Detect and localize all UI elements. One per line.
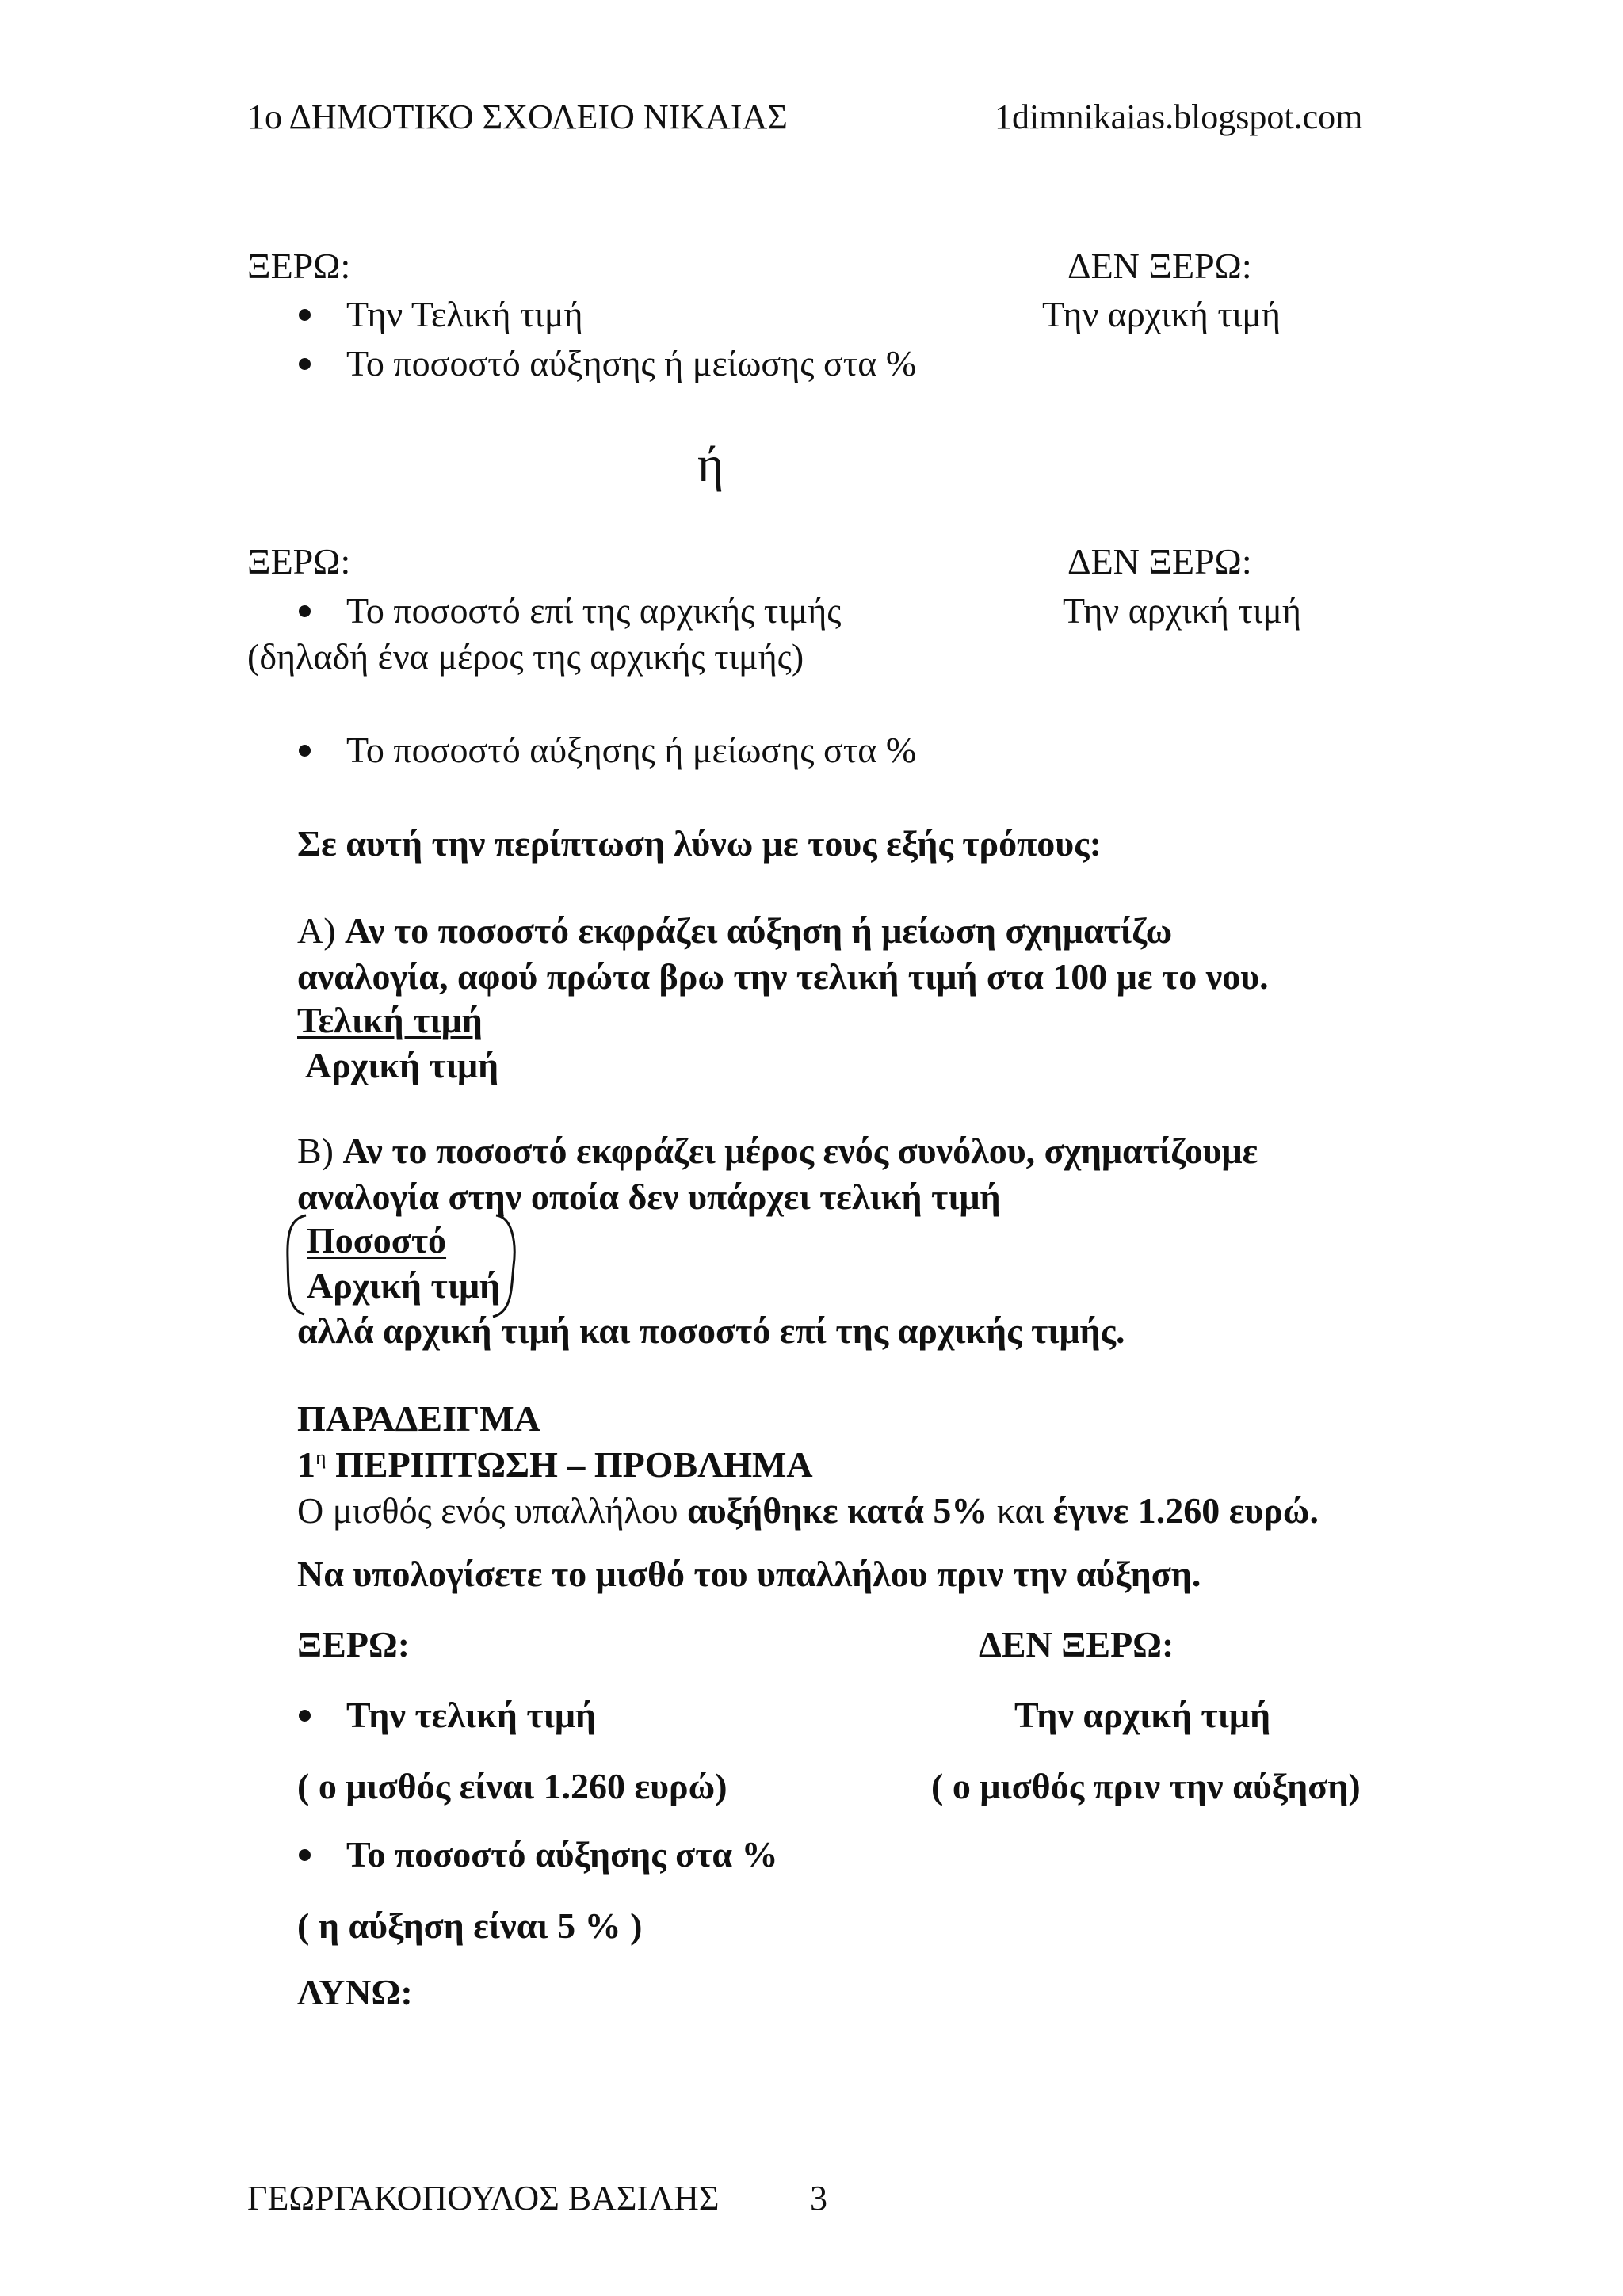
dont-know-label: ΔΕΝ ΞΕΡΩ: xyxy=(1067,246,1252,286)
method-b-line2: αναλογία στην οποία δεν υπάρχει τελική τιμή xyxy=(297,1177,1001,1217)
method-b-line1: Β) Αν το ποσοστό εκφράζει μέρος ενός συνόλου, σχηματίζουμε xyxy=(297,1131,1258,1171)
method-a-ratio-denominator: Αρχική τιμή xyxy=(305,1045,499,1085)
example-unknown-item: Την αρχική τιμή xyxy=(1014,1695,1271,1735)
unknown-item: Την αρχική τιμή xyxy=(1042,294,1281,334)
know-label: ΞΕΡΩ: xyxy=(247,541,351,582)
solve-label: ΛΥΝΩ: xyxy=(297,1972,413,2012)
example-know-label: ΞΕΡΩ: xyxy=(297,1624,411,1665)
header-blog-url: 1dimnikaias.blogspot.com xyxy=(995,97,1363,136)
or-separator: ή xyxy=(697,436,724,492)
method-b-ratio-denominator: Αρχική τιμή xyxy=(307,1265,501,1306)
example-known-note: ( ο μισθός είναι 1.260 ευρώ) xyxy=(297,1766,727,1806)
method-b-line3: αλλά αρχική τιμή και ποσοστό επί της αρχικής τιμής. xyxy=(297,1310,1125,1351)
method-a-ratio-numerator: Τελική τιμή xyxy=(297,1000,483,1040)
method-a-line1: Α) Αν το ποσοστό εκφράζει αύξηση ή μείωση σχηματίζω xyxy=(297,910,1173,951)
known-item: Το ποσοστό αύξησης ή μείωσης στα % xyxy=(346,343,917,383)
example-known-note: ( η αύξηση είναι 5 % ) xyxy=(297,1905,643,1946)
unknown-item: Την αρχική τιμή xyxy=(1063,590,1301,631)
example-dont-know-label: ΔΕΝ ΞΕΡΩ: xyxy=(979,1624,1174,1665)
known-item: Το ποσοστό αύξησης ή μείωσης στα % xyxy=(346,730,917,770)
example-question: Να υπολογίσετε το μισθό του υπαλλήλου πριν την αύξηση. xyxy=(297,1554,1201,1594)
example-case-title: $1^\eta$ ΠΕΡΙΠΤΩΣΗ – ΠΡΟΒΛΗΜΑ xyxy=(297,1444,813,1485)
bullet-icon xyxy=(299,745,311,757)
footer-author: ΓΕΩΡΓΑΚΟΠΟΥΛΟΣ ΒΑΣΙΛΗΣ xyxy=(247,2179,720,2218)
bullet-icon xyxy=(299,1849,311,1861)
known-item: Το ποσοστό επί της αρχικής τιμής xyxy=(346,590,842,631)
known-item-note: (δηλαδή ένα μέρος της αρχικής τιμής) xyxy=(247,636,804,677)
bullet-icon xyxy=(299,605,311,617)
bullet-icon xyxy=(299,1710,311,1722)
example-known-item: Την τελική τιμή xyxy=(346,1695,597,1735)
know-label: ΞΕΡΩ: xyxy=(247,246,351,286)
method-heading: Σε αυτή την περίπτωση λύνω με τους εξής τρόπους: xyxy=(297,823,1102,864)
dont-know-label: ΔΕΝ ΞΕΡΩ: xyxy=(1067,541,1252,582)
bullet-icon xyxy=(299,309,311,321)
method-a-line2: αναλογία, αφού πρώτα βρω την τελική τιμή στα 100 με το νου. xyxy=(297,956,1269,997)
method-b-ratio-numerator: Ποσοστό xyxy=(307,1220,447,1261)
example-problem: Ο μισθός ενός υπαλλήλου αυξήθηκε κατά 5% και έγινε 1.260 ευρώ. xyxy=(297,1490,1319,1531)
example-title: ΠΑΡΑΔΕΙΓΜΑ xyxy=(297,1398,540,1439)
known-item: Την Τελική τιμή xyxy=(346,294,583,334)
example-known-item: Το ποσοστό αύξησης στα % xyxy=(346,1834,778,1875)
page-number: 3 xyxy=(810,2179,827,2218)
example-unknown-note: ( ο μισθός πριν την αύξηση) xyxy=(931,1766,1361,1806)
bullet-icon xyxy=(299,358,311,370)
header-school-name: 1ο ΔΗΜΟΤΙΚΟ ΣΧΟΛΕΙΟ ΝΙΚΑΙΑΣ xyxy=(247,97,788,136)
